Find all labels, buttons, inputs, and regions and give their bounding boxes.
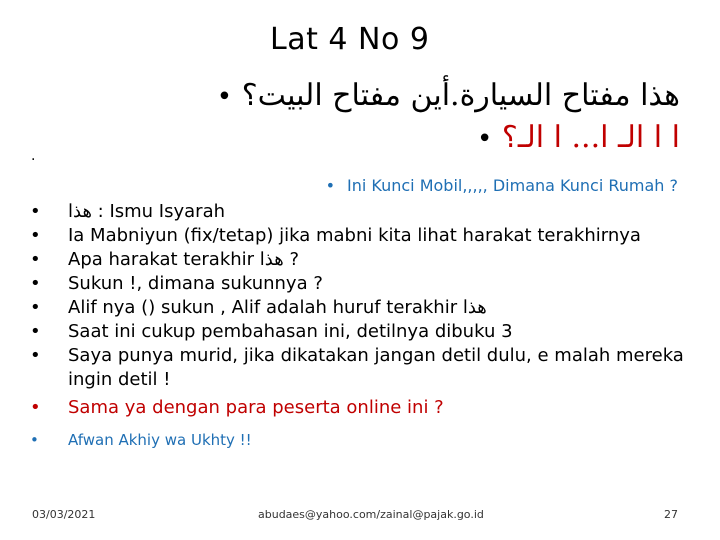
summary-line (326, 176, 678, 195)
list-item-text: Alif nya () sukun , Alif adalah huruf terakhir (68, 297, 463, 318)
list-item-blue (30, 428, 690, 452)
footer-date: 03/03/2021 (32, 508, 96, 521)
list-item (30, 248, 690, 272)
slide-title: Lat 4 No 9 (270, 22, 430, 57)
arabic-sentence-1 (205, 78, 680, 113)
arabic-sentence-2-text: ا ا الـ ا... ا الـ؟ (501, 120, 680, 155)
list-item (30, 296, 690, 320)
list-item-text: Afwan Akhiy wa Ukhty !! (68, 431, 252, 449)
arabic-sentence-1-text: هذا مفتاح السيارة.أين مفتاح البيت؟ (241, 78, 680, 113)
arabic-word: هذا (462, 297, 487, 318)
bullet-icon: • (30, 297, 41, 318)
summary-text: Ini Kunci Mobil,,,,, Dimana Kunci Rumah ? (347, 176, 678, 195)
list-item-text: Apa harakat terakhir (68, 249, 260, 270)
bullet-list (30, 200, 690, 452)
arabic-word: هذا (68, 201, 92, 222)
list-item (30, 344, 690, 392)
arabic-sentence-2 (465, 120, 680, 155)
list-item-text: Sukun !, dimana sukunnya ? (68, 273, 323, 294)
bullet-icon: • (30, 321, 41, 342)
bullet-icon: • (477, 124, 493, 154)
stray-dot: . (31, 148, 36, 164)
bullet-icon: • (30, 225, 41, 246)
bullet-icon: • (30, 397, 41, 418)
list-item-text: Ia Mabniyun (fix/tetap) jika mabni kita lihat harakat terakhirnya (68, 225, 641, 246)
list-item-red (30, 396, 690, 420)
list-item (30, 200, 690, 224)
list-item-text: : Ismu Isyarah (91, 201, 226, 222)
bullet-icon: • (30, 431, 39, 449)
bullet-icon: • (30, 201, 41, 222)
bullet-icon: • (216, 82, 233, 112)
list-item-text: Saat ini cukup pembahasan ini, detilnya dibuku 3 (68, 321, 513, 342)
bullet-icon: • (30, 345, 41, 366)
page-number: 27 (664, 508, 678, 521)
bullet-icon: • (325, 176, 335, 195)
list-item (30, 272, 690, 296)
footer-email: abudaes@yahoo.com/zainal@pajak.go.id (258, 508, 484, 521)
list-item (30, 320, 690, 344)
bullet-icon: • (30, 273, 41, 294)
arabic-word: هذا (259, 249, 284, 270)
bullet-icon: • (30, 249, 41, 270)
list-item-text: Sama ya dengan para peserta online ini ? (68, 397, 444, 418)
list-item (30, 224, 690, 248)
list-item-text: Saya punya murid, jika dikatakan jangan detil dulu, e malah mereka ingin detil ! (68, 345, 684, 390)
list-item-text-end: ? (283, 249, 300, 270)
